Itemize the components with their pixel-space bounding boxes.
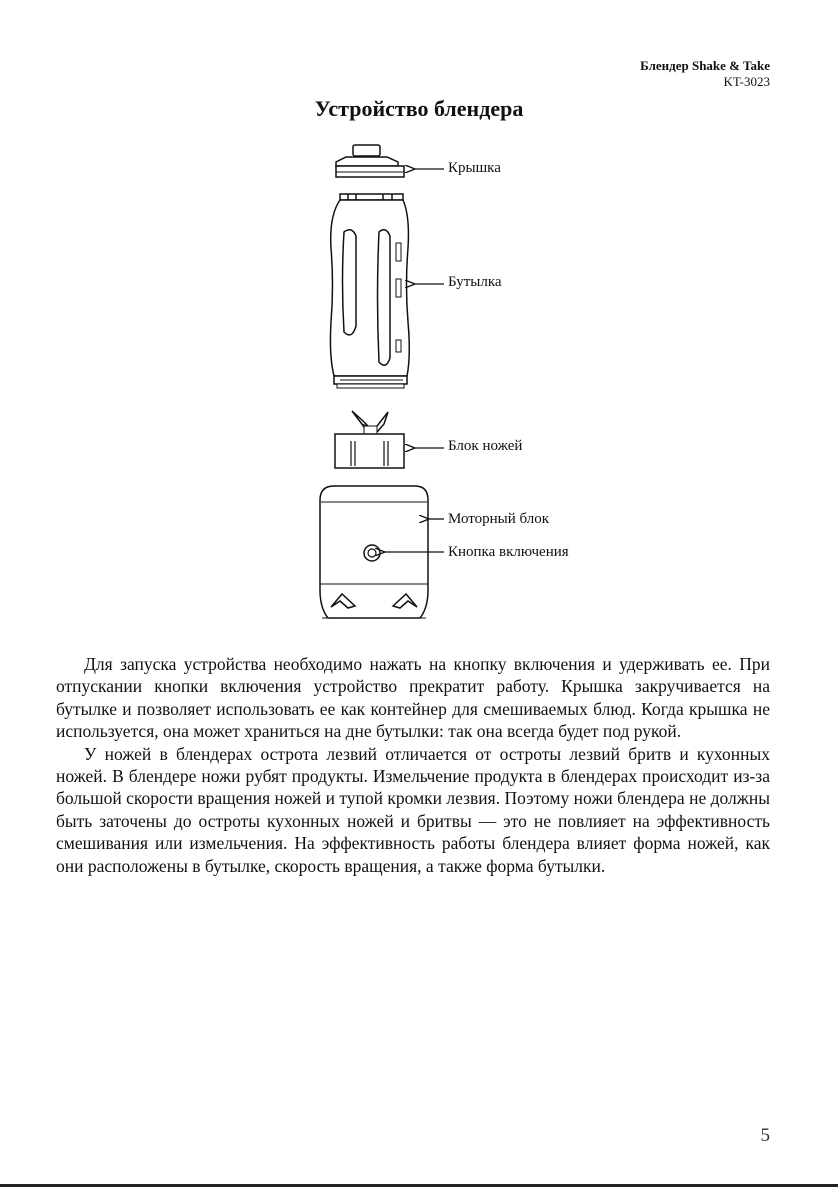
lid-illustration [336,145,404,177]
bottle-illustration [330,194,409,388]
bottom-rule [0,1184,838,1187]
paragraph: У ножей в блендерах острота лезвий отличается от остроты лезвий бритв и кухонных ножей. В блендере ножи рубят продукты. Измельчение продукта в блендерах происходит из-за большой скорости вращения ножей и тупой кромки лезвия. Поэтому ножи блендера не должны быть заточены до остроты кухонных ножей и бритвы — это не повлияет на эффективность смешивания или измельчения. На эффективность работы блендера влияет форма ножей, как они расположены в бутылке, скорость вращения, а также форма бутылки. [56,743,770,876]
callout-blade-block: Блок ножей [448,438,523,454]
callout-lid: Крышка [448,160,501,176]
paragraph: Для запуска устройства необходимо нажать на кнопку включения и удерживать ее. При отпускании кнопки включения устройство прекратит работу. Крышка закручивается на бутылке и позволяет использовать ее как контейнер для смешиваемых блюд. Когда крышка не используется, она может храниться на дне бутылки: так она всегда будет под рукой. [56,654,770,742]
callout-power-button: Кнопка включения [448,544,569,560]
page-number: 5 [760,1125,770,1146]
body-text [56,653,770,877]
callout-bottle: Бутылка [448,274,502,290]
page-title: Устройство блендера [314,96,524,121]
header-model-number: KT-3023 [723,74,770,89]
blade-block-illustration [335,411,404,468]
power-button-illustration [364,545,380,561]
callout-motor-block: Моторный блок [448,511,550,527]
header-product-name: Блендер Shake & Take [640,58,770,73]
